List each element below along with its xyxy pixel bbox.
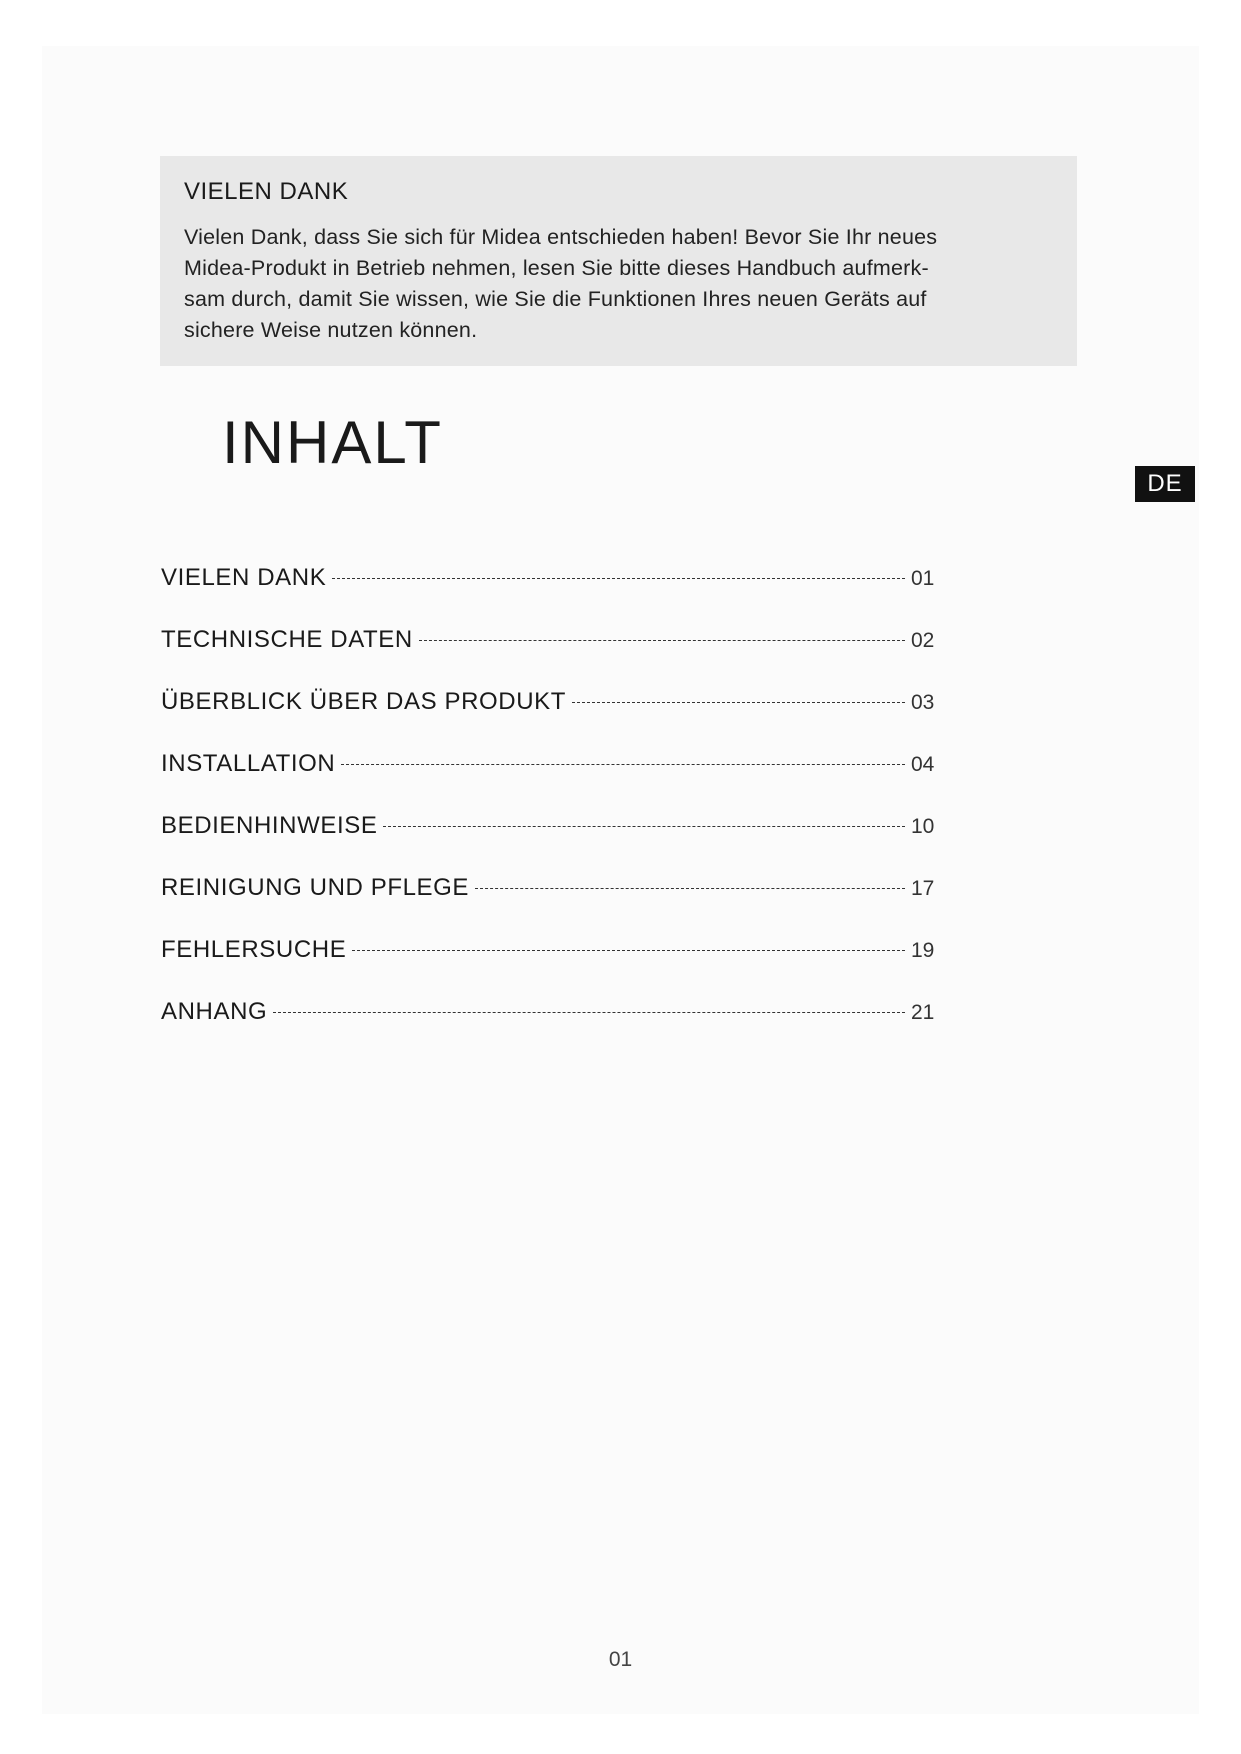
toc-entry-page: 04 [911, 753, 935, 776]
toc-entry-page: 01 [911, 567, 935, 590]
toc-entry-page: 17 [911, 877, 935, 900]
toc-entry-bedienhinweise[interactable] [161, 812, 951, 874]
toc-entry-technische-daten[interactable] [161, 626, 951, 688]
toc-leader-line [419, 640, 905, 641]
toc-entry-label: ANHANG [161, 998, 268, 1025]
language-badge: DE [1135, 466, 1195, 502]
toc-leader-line [341, 764, 905, 765]
toc-leader-line [383, 826, 905, 827]
toc-entry-label: ÜBERBLICK ÜBER DAS PRODUKT [161, 688, 567, 715]
toc-entry-label: BEDIENHINWEISE [161, 812, 378, 839]
toc-entry-page: 10 [911, 815, 935, 838]
toc-entry-label: REINIGUNG UND PFLEGE [161, 874, 470, 901]
thank-you-title: VIELEN DANK [184, 178, 349, 205]
toc-leader-line [572, 702, 905, 703]
thank-you-line: sichere Weise nutzen können. [184, 318, 478, 342]
toc-entry-reinigung[interactable] [161, 874, 951, 936]
toc-entry-fehlersuche[interactable] [161, 936, 951, 998]
toc-entry-vielen-dank[interactable] [161, 564, 951, 626]
table-of-contents-heading: INHALT [222, 409, 443, 476]
toc-leader-line [273, 1012, 905, 1013]
toc-entry-label: FEHLERSUCHE [161, 936, 347, 963]
toc-entry-label: INSTALLATION [161, 750, 336, 777]
toc-entry-page: 03 [911, 691, 935, 714]
thank-you-line: sam durch, damit Sie wissen, wie Sie die Funktionen Ihres neuen Geräts auf [184, 287, 927, 311]
toc-leader-line [352, 950, 905, 951]
toc-entry-ueberblick[interactable] [161, 688, 951, 750]
toc-leader-line [332, 578, 905, 579]
page-number: 01 [608, 1648, 633, 1671]
toc-entry-installation[interactable] [161, 750, 951, 812]
toc-entry-page: 19 [911, 939, 935, 962]
thank-you-line: Vielen Dank, dass Sie sich für Midea entschieden haben! Bevor Sie Ihr neues [184, 225, 938, 249]
toc-entry-label: VIELEN DANK [161, 564, 327, 591]
table-of-contents [161, 564, 951, 1060]
thank-you-box [160, 156, 1077, 366]
toc-entry-page: 21 [911, 1001, 935, 1024]
toc-entry-page: 02 [911, 629, 935, 652]
toc-entry-label: TECHNISCHE DATEN [161, 626, 413, 653]
thank-you-text [184, 222, 1053, 346]
toc-entry-anhang[interactable] [161, 998, 951, 1060]
toc-leader-line [475, 888, 905, 889]
thank-you-line: Midea-Produkt in Betrieb nehmen, lesen Sie bitte dieses Handbuch aufmerk- [184, 256, 929, 280]
